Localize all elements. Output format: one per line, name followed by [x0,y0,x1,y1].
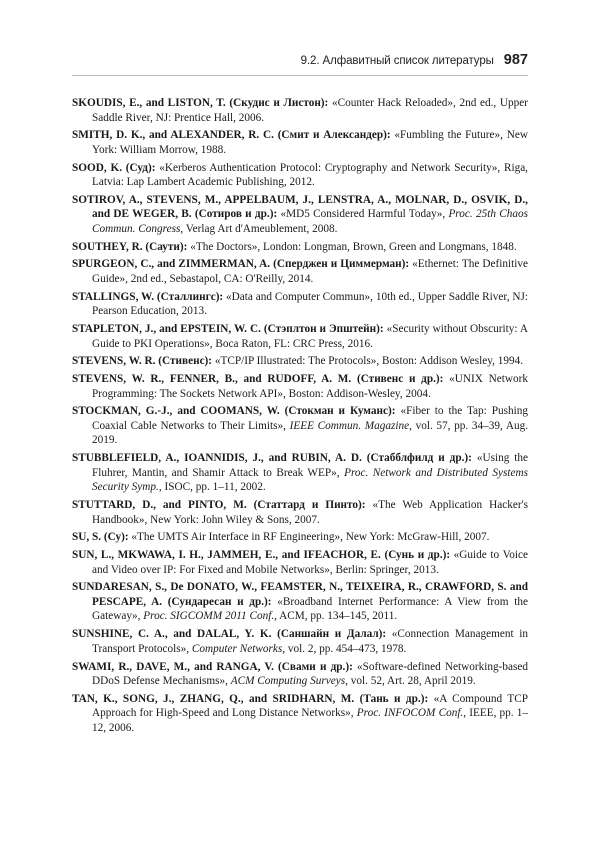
reference-title: «Fiber to the Tap: Pushing Coaxial Cable Networks to Their Limits», [92,405,528,432]
reference-authors: SU, S. (Су): [72,531,129,544]
reference-title: «Using the Fluhrer, Mantin, and Shamir Attack to Break WEP», [92,452,528,479]
reference-title: «Connection Management in Transport Protocols», [92,628,528,655]
reference-authors: SPURGEON, C., and ZIMMERMAN, A. (Сперджен и Циммерман): [72,258,410,271]
reference-title: «The Web Application Hacker's Handbook», New York: John Wiley & Sons, 2007. [92,499,529,526]
reference-title: «UNIX Network Programming: The Sockets Network API», Boston: Addison-Wesley, 2004. [92,373,529,400]
reference-venue: IEEE Commun. Magazine [289,419,410,432]
reference-entry [72,193,528,237]
reference-entry [72,660,528,689]
reference-entry [72,627,528,656]
reference-entry [72,498,528,527]
reference-entry [72,372,528,401]
running-header [72,52,528,70]
reference-title: «MD5 Considered Harmful Today», [277,208,449,221]
reference-authors: STALLINGS, W. (Сталлингс): [72,290,224,303]
reference-entry [72,240,528,255]
reference-details: , vol. 52, Art. 28, April 2019. [345,675,476,688]
reference-authors: SMITH, D. K., and ALEXANDER, R. C. (Смит и Александер): [72,129,391,142]
reference-title: «A Compound TCP Approach for High-Speed and Long Distance Networks», [92,692,528,720]
reference-title: «Ethernet: The Definitive Guide», 2nd ed., Sebastapol, CA: O'Reilly, 2014. [92,258,528,285]
reference-entry [72,128,528,157]
reference-entry [72,451,528,495]
reference-venue: Computer Networks [191,642,283,655]
header-rule [72,75,528,76]
reference-details: , ISOC, pp. 1–11, 2002. [158,481,266,494]
reference-venue: Proc. SIGCOMM 2011 Conf. [143,610,275,623]
reference-list [72,96,528,739]
reference-entry [72,290,528,319]
reference-title: «Kerberos Authentication Protocol: Cryptography and Network Security», Riga, Latvia: Lap Lambert Academic Publishing, 2012. [92,161,528,189]
reference-entry [72,530,528,545]
section-title: 9.2. Алфавитный список литературы [300,55,494,67]
reference-entry [72,692,528,736]
page-number: 987 [503,52,528,68]
reference-entry [72,96,528,125]
reference-authors: SUNSHINE, C. A., and DALAL, Y. K. (Саншайн и Далал): [72,628,387,641]
reference-authors: STUBBLEFIELD, A., IOANNIDIS, J., and RUBIN, A. D. (Стабблфилд и др.): [72,452,472,465]
reference-authors: SWAMI, R., DAVE, M., and RANGA, V. (Свами и др.): [72,660,353,673]
reference-details: , IEEE, pp. 1–12, 2006. [92,707,528,734]
reference-venue: ACM Computing Surveys [230,675,346,688]
reference-entry [72,257,528,286]
reference-details: , ACM, pp. 134–145, 2011. [274,610,398,623]
reference-title: «The Doctors», London: Longman, Brown, Green and Longmans, 1848. [187,240,517,253]
reference-entry [72,580,528,624]
reference-authors: SOOD, K. (Суд): [72,161,156,174]
reference-authors: STEVENS, W. R., FENNER, B., and RUDOFF, A. M. (Стивенс и др.): [72,373,444,386]
reference-entry [72,404,528,448]
reference-title: «TCP/IP Illustrated: The Protocols», Boston: Addison Wesley, 1994. [212,355,524,368]
reference-entry [72,354,528,369]
reference-title: «The UMTS Air Interface in RF Engineering», New York: McGraw-Hill, 2007. [128,531,490,544]
reference-venue: Proc. Network and Distributed Systems Security Symp. [92,466,528,494]
reference-title: «Security without Obscurity: A Guide to PKI Operations», Boca Raton, FL: CRC Press, 2016. [92,323,528,350]
reference-title: «Software-defined Networking-based DDoS Defense Mechanisms», [92,660,528,688]
reference-authors: STOCKMAN, G.-J., and COOMANS, W. (Стокман и Куманс): [72,405,396,418]
reference-details: , Verlag Art d'Ameublement, 2008. [180,222,338,235]
reference-details: , vol. 57, pp. 34–39, Aug. 2019. [92,419,529,447]
reference-venue: Proc. 25th Chaos Commun. Congress [92,208,528,235]
reference-title: «Counter Hack Reloaded», 2nd ed., Upper Saddle River, NJ: Prentice Hall, 2006. [92,97,529,124]
reference-authors: SOUTHEY, R. (Саути): [72,240,188,253]
reference-entry [72,161,528,190]
reference-authors: STUTTARD, D., and PINTO, M. (Статтард и Пинто): [72,499,366,512]
reference-authors: SOTIROV, A., STEVENS, M., APPELBAUM, J., LENSTRA, A., MOLNAR, D., OSVIK, D., and DE WEGER, B. (Сотиров и др.): [72,193,528,221]
reference-title: «Data and Computer Commun», 10th ed., Upper Saddle River, NJ: Pearson Education, 2013. [92,290,528,318]
reference-authors: SKOUDIS, E., and LISTON, T. (Скудис и Листон): [72,97,329,109]
reference-authors: SUN, L., MKWAWA, I. H., JAMMEH, E., and IFEACHOR, E. (Сунь и др.): [72,549,451,562]
reference-venue: Proc. INFOCOM Conf. [356,707,464,720]
reference-authors: STEVENS, W. R. (Стивенс): [72,355,213,368]
reference-entry [72,548,528,577]
reference-title: «Broadband Internet Performance: A View from the Gateway», [92,595,529,623]
reference-entry [72,322,528,351]
reference-authors: TAN, K., SONG, J., ZHANG, Q., and SRIDHARN, M. (Тань и др.): [72,692,429,705]
reference-authors: SUNDARESAN, S., De DONATO, W., FEAMSTER, N., TEIXEIRA, R., CRAWFORD, S. and PESCAPE, A. (Сундаресан и др.): [72,581,528,608]
reference-authors: STAPLETON, J., and EPSTEIN, W. C. (Стэплтон и Эпштейн): [72,323,384,336]
reference-details: , vol. 2, pp. 454–473, 1978. [282,642,407,655]
reference-title: «Fumbling the Future», New York: William Morrow, 1988. [92,129,529,156]
reference-title: «Guide to Voice and Video over IP: For Fixed and Mobile Networks», Berlin: Springer, 2013. [92,549,528,576]
